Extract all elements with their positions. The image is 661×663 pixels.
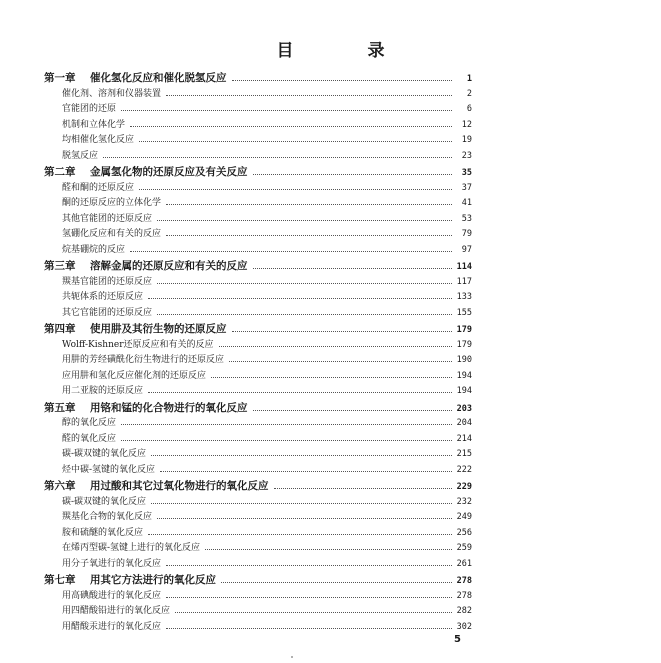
toc-entry-page: 6 [466,104,472,114]
dot-leader [130,126,452,127]
toc-section-entry [44,306,472,322]
dot-leader [166,628,452,629]
dot-leader [253,174,453,175]
toc-section-entry [44,589,472,605]
chapter-number: 第二章 [44,166,76,178]
toc-entry-title: 机制和立体化学 [62,119,126,130]
toc-entry-page: 35 [461,168,472,178]
toc-entry-label [62,447,149,463]
toc-entry-label [62,290,146,306]
toc-entry-label [62,541,203,557]
toc-section-entry [44,196,472,212]
toc-entry-title: 酮的还原反应的立体化学 [62,198,162,208]
toc-entry-title: 金属氢化物的还原反应及有关反应 [90,166,248,178]
toc-chapter-entry [44,572,472,589]
toc-section-entry [44,290,472,306]
toc-section-entry [44,384,472,400]
toc-entry-title: 用醋酸汞进行的氧化反应 [62,621,162,632]
dot-leader [166,95,452,96]
toc-section-entry [44,557,472,573]
dot-leader [274,488,453,489]
table-of-contents [44,70,472,635]
toc-entry-label [44,70,230,87]
toc-entry-title: 胺和硫醚的氧化反应 [62,527,144,538]
toc-entry-label [62,353,227,369]
page-number: 5 [454,634,461,645]
toc-chapter-entry [44,321,472,338]
toc-entry-label [44,478,272,495]
dot-leader [148,534,452,535]
dot-leader [139,189,452,190]
toc-entry-page: 278 [456,576,472,586]
toc-entry-page: 232 [456,496,472,507]
toc-entry-title: 使用肼及其衍生物的还原反应 [90,323,227,335]
toc-section-entry [44,275,472,291]
chapter-number: 第五章 [44,401,76,414]
toc-entry-page: 53 [461,213,472,224]
toc-chapter-entry [44,70,472,87]
toc-entry-label [62,557,164,573]
toc-entry-page: 179 [456,339,472,350]
toc-entry-page: 249 [456,512,472,522]
toc-chapter-entry [44,400,472,417]
toc-section-entry [44,369,472,385]
toc-entry-label [62,118,128,134]
dot-leader [121,440,452,441]
toc-entry-page: 114 [456,262,472,272]
toc-entry-title: 官能团的还原 [62,104,117,114]
dot-leader [205,549,452,550]
dot-leader [148,392,452,393]
toc-entry-label [62,589,164,605]
toc-section-entry [44,118,472,134]
chapter-number: 第七章 [44,574,76,586]
toc-section-entry [44,432,472,448]
toc-entry-label [62,181,137,197]
toc-entry-title: 烃中碳-氢键的氧化反应 [62,464,156,475]
toc-entry-title: 其他官能团的还原反应 [62,213,153,224]
toc-entry-title: 用四醋酸铅进行的氧化反应 [62,606,171,616]
toc-entry-title: 在烯丙型碳-氢键上进行的氧化反应 [62,543,201,553]
toc-entry-label [62,369,209,385]
dot-leader [157,314,452,315]
toc-entry-label [62,227,164,243]
toc-entry-title: 氢硼化反应和有关的反应 [62,229,162,239]
toc-entry-title: 均相催化氢化反应 [62,135,135,145]
toc-section-entry [44,620,472,636]
dot-leader [166,204,452,205]
toc-entry-label [62,275,155,291]
toc-entry-title: 催化剂、溶剂和仪器装置 [62,88,162,99]
toc-entry-label [62,102,119,118]
toc-entry-title: 羰基官能团的还原反应 [62,276,153,287]
toc-entry-title: 用高碘酸进行的氧化反应 [62,590,162,601]
toc-section-entry [44,243,472,259]
toc-entry-page: 133 [456,292,472,302]
toc-entry-title: 用二亚胺的还原反应 [62,386,144,396]
toc-entry-label [44,400,251,417]
toc-entry-page: 117 [456,276,472,287]
dot-leader [157,283,452,284]
toc-entry-label [62,463,158,479]
toc-section-entry [44,227,472,243]
toc-entry-page: 2 [466,88,472,99]
toc-entry-title: 醛的氧化反应 [62,433,117,444]
dot-leader [232,331,453,332]
toc-entry-label [62,133,137,149]
dot-leader [232,80,453,81]
toc-entry-label [62,306,155,322]
toc-entry-label [44,258,251,275]
toc-entry-title: 溶解金属的还原反应和有关的反应 [90,260,248,272]
toc-entry-title: 共轭体系的还原反应 [62,292,144,302]
toc-entry-title: 醇的氧化反应 [62,418,117,428]
toc-entry-page: 155 [456,307,472,318]
toc-entry-page: 261 [456,558,472,569]
toc-entry-label [62,526,146,542]
dot-leader [211,377,452,378]
toc-section-entry [44,541,472,557]
toc-entry-title: 脱氢反应 [62,150,99,161]
toc-section-entry [44,604,472,620]
toc-entry-page: 194 [456,386,472,396]
toc-entry-title: 用分子氧进行的氧化反应 [62,558,162,569]
toc-entry-title: 用其它方法进行的氧化反应 [90,574,216,586]
toc-entry-page: 222 [456,464,472,475]
toc-entry-title: Wolff-Kishner还原反应和有关的反应 [62,339,214,350]
toc-section-entry [44,526,472,542]
toc-entry-label [62,510,155,526]
toc-entry-page: 214 [456,433,472,444]
toc-section-entry [44,510,472,526]
toc-entry-label [62,338,217,354]
toc-entry-title: 碳-碳双键的氧化反应 [62,496,147,507]
toc-entry-label [62,604,173,620]
toc-entry-label [44,572,219,589]
dot-leader [121,424,452,425]
toc-chapter-entry [44,258,472,275]
toc-entry-title: 用铬和锰的化合物进行的氧化反应 [90,401,248,414]
toc-section-entry [44,102,472,118]
toc-entry-page: 194 [456,370,472,381]
toc-entry-page: 23 [461,150,472,161]
toc-entry-page: 37 [461,182,472,193]
dot-leader [157,220,452,221]
toc-entry-page: 190 [456,355,472,365]
dot-leader [148,298,452,299]
dot-leader [221,582,452,583]
toc-section-entry [44,416,472,432]
toc-entry-title: 其它官能团的还原反应 [62,307,153,318]
toc-entry-title: 烷基硼烷的反应 [62,244,126,255]
toc-entry-page: 204 [456,418,472,428]
toc-entry-title: 碳-碳双键的氧化反应 [62,449,147,459]
toc-entry-label [62,432,119,448]
dot-leader [166,597,452,598]
toc-entry-label [62,87,164,103]
toc-section-entry [44,447,472,463]
toc-entry-label [62,416,119,432]
toc-entry-page: 229 [456,482,472,492]
toc-entry-title: 催化氢化反应和催化脱氢反应 [90,72,227,84]
dot-leader [253,268,453,269]
toc-entry-label [62,620,164,636]
scan-speck [291,656,293,658]
dot-leader [160,471,452,472]
toc-entry-page: 79 [461,229,472,239]
toc-entry-title: 应用肼和氢化反应催化剂的还原反应 [62,370,207,381]
toc-entry-label [62,196,164,212]
toc-entry-page: 1 [466,74,472,84]
dot-leader [151,503,452,504]
toc-section-entry [44,463,472,479]
chapter-number: 第三章 [44,260,76,272]
toc-entry-page: 41 [461,198,472,208]
toc-entry-page: 203 [456,403,472,414]
toc-entry-label [62,495,149,511]
toc-entry-label [62,384,146,400]
dot-leader [219,346,453,347]
toc-entry-page: 282 [456,606,472,616]
toc-entry-title: 用过酸和其它过氧化物进行的氧化反应 [90,480,269,492]
dot-leader [253,410,453,411]
toc-entry-label [62,212,155,228]
dot-leader [175,612,452,613]
toc-section-entry [44,212,472,228]
toc-entry-page: 256 [456,527,472,538]
dot-leader [151,455,452,456]
toc-entry-page: 19 [461,135,472,145]
toc-entry-label [62,243,128,259]
toc-entry-page: 215 [456,449,472,459]
toc-section-entry [44,133,472,149]
page-title: 目 录 [276,41,419,61]
dot-leader [121,110,452,111]
toc-entry-label [44,164,251,181]
toc-entry-title: 用肼的芳经磺酰化衍生物进行的还原反应 [62,355,225,365]
dot-leader [166,235,452,236]
toc-chapter-entry [44,164,472,181]
toc-section-entry [44,181,472,197]
dot-leader [103,157,452,158]
toc-section-entry [44,353,472,369]
toc-chapter-entry [44,478,472,495]
chapter-number: 第四章 [44,323,76,335]
toc-entry-page: 12 [461,119,472,130]
dot-leader [139,141,452,142]
chapter-number: 第六章 [44,480,76,492]
toc-entry-page: 97 [461,244,472,255]
toc-entry-title: 醛和酮的还原反应 [62,182,135,193]
toc-entry-label [44,321,230,338]
dot-leader [229,361,452,362]
toc-entry-title: 羰基化合物的氧化反应 [62,512,153,522]
toc-entry-page: 278 [456,590,472,601]
toc-section-entry [44,338,472,354]
toc-section-entry [44,87,472,103]
chapter-number: 第一章 [44,72,76,84]
dot-leader [166,565,452,566]
dot-leader [130,251,452,252]
toc-entry-page: 259 [456,543,472,553]
toc-section-entry [44,495,472,511]
toc-entry-page: 179 [456,325,472,335]
toc-entry-label [62,149,101,165]
dot-leader [157,518,452,519]
toc-entry-page: 302 [456,621,472,632]
toc-section-entry [44,149,472,165]
